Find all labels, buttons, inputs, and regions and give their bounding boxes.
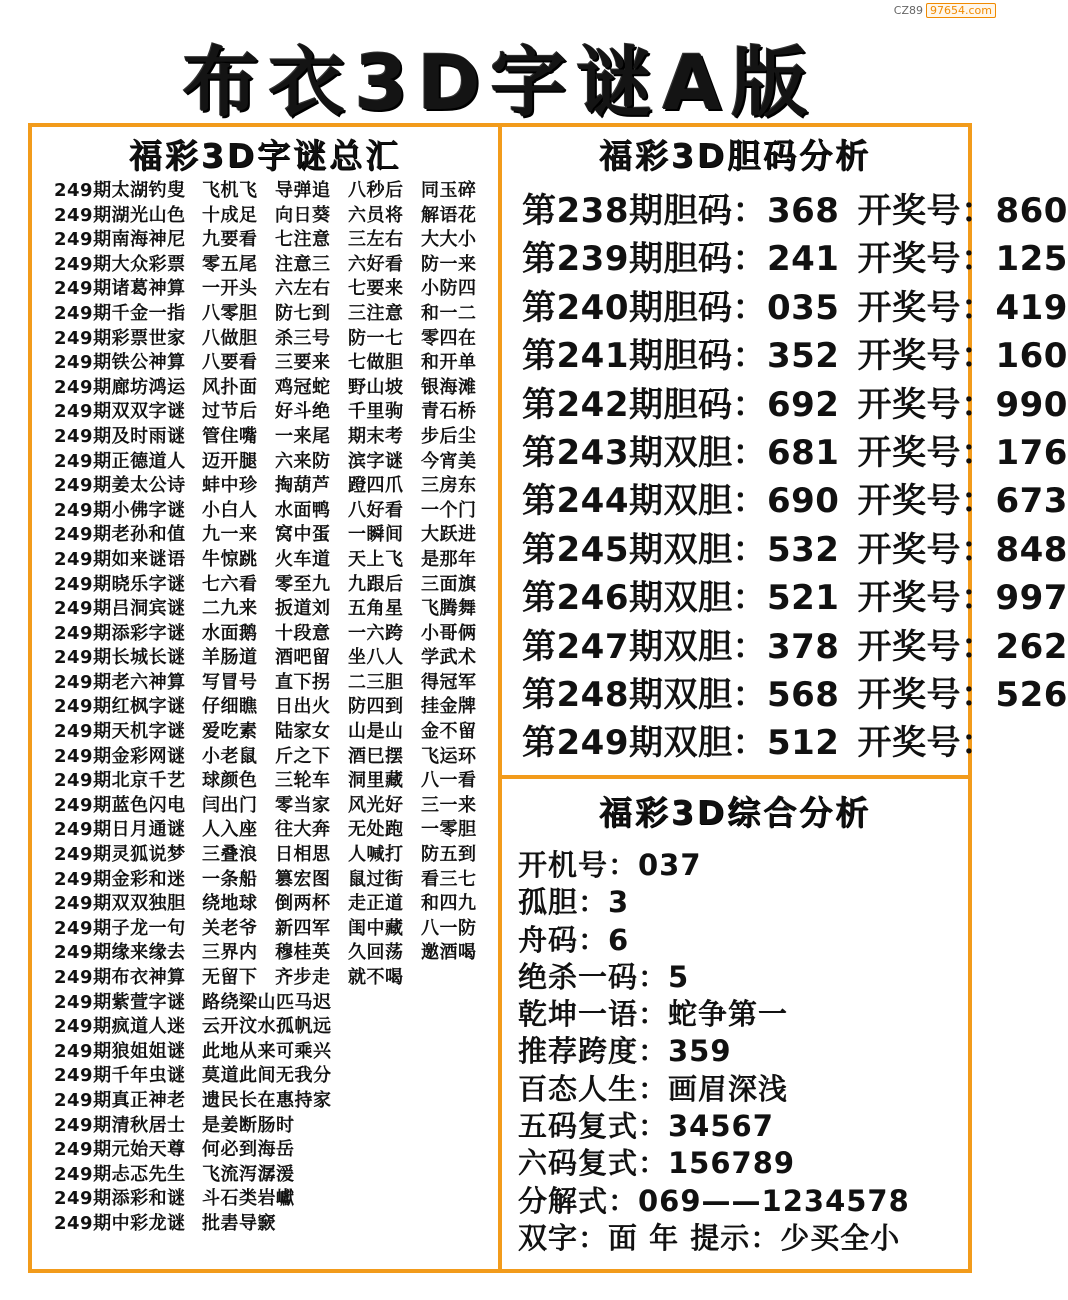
riddle-source: 249期元始天尊 [54,1139,186,1161]
riddle-clue: 六员将 [348,204,404,226]
riddle-clue: 球颜色 [202,770,258,792]
riddle-clue: 八秒后 [348,180,404,201]
dan-code-draw: 开奖号：526 [857,674,1068,715]
riddle-clue: 零至九 [275,573,331,595]
riddle-clue: 穆桂英 [275,942,331,964]
riddle-source: 249期如来谜语 [54,548,186,570]
riddle-clue: 和一二 [421,302,477,324]
dan-code-issue: 第241期胆码：352 [522,336,840,377]
riddle-row [54,204,494,229]
riddle-clue: 三要来 [275,352,331,374]
riddle-clue: 三注意 [348,302,404,324]
riddle-row [54,1089,494,1114]
analysis-row: 百态人生：画眉深浅 [518,1071,789,1106]
riddle-clue: 导弹追 [275,180,331,201]
dan-code-issue: 第242期胆码：692 [522,384,840,425]
riddle-clue: 零五尾 [202,253,258,275]
riddle-row [54,671,494,696]
riddle-clue: 水面鹅 [202,622,258,644]
riddle-clue: 水面鸭 [275,499,331,521]
riddle-clue: 银海滩 [421,376,477,398]
analysis-list [518,847,910,1257]
riddle-source: 249期北京千艺 [54,770,186,792]
riddle-clue: 人入座 [202,819,258,841]
riddle-clue: 学武术 [421,647,477,669]
dan-code-row [522,429,1068,477]
riddle-row [54,474,494,499]
riddle-clue: 洞里藏 [348,770,404,792]
riddle-clue: 管住嘴 [202,425,258,447]
page-title: 布衣3D字谜A版 [182,38,818,127]
watermark-prefix: CZ89 [893,4,924,17]
riddle-clue: 青石桥 [421,401,477,423]
dan-code-draw: 开奖号：160 [857,336,1068,377]
dan-code-row [522,235,1068,283]
riddle-source: 249期日月通谜 [54,819,186,841]
riddle-clue: 窝中蛋 [275,524,331,546]
riddle-clue: 大大小 [421,229,477,251]
riddle-clue: 篡宏图 [275,868,331,890]
riddle-row [54,253,494,278]
riddle-clue: 写冒号 [202,671,258,693]
riddle-clue: 九一来 [202,524,258,546]
dan-code-draw: 开奖号：176 [857,432,1068,473]
riddle-source: 249期千年虫谜 [54,1065,186,1087]
riddle-clue: 零四在 [421,327,477,349]
watermark [894,3,996,18]
riddle-clue: 得冠军 [421,671,477,693]
riddle-row [54,376,494,401]
riddle-clue: 蹬四爪 [348,475,404,497]
riddle-row [54,277,494,302]
riddle-poem: 莫道此间无我分 [202,1065,332,1087]
riddle-clue: 鸡冠蛇 [275,376,331,398]
riddle-source: 249期清秋居士 [54,1114,186,1136]
riddle-clue: 野山坡 [348,376,404,398]
riddle-clue: 闫出门 [202,794,258,816]
dan-code-row [522,381,1068,429]
riddle-poem: 路绕梁山匹马迟 [202,991,332,1013]
riddle-clue: 三轮车 [275,770,331,792]
riddle-source: 249期大众彩票 [54,253,186,275]
riddle-row [54,597,494,622]
riddle-source: 249期金彩网谜 [54,745,186,767]
dan-code-issue: 第244期双胆：690 [522,481,840,522]
riddle-source: 249期吕洞宾谜 [54,598,186,620]
riddle-clue: 绕地球 [202,893,258,915]
riddle-clue: 扳道刘 [275,598,331,620]
riddle-row [54,941,494,966]
riddle-clue: 三面旗 [421,573,477,595]
dan-code-issue: 第248期双胆：568 [522,674,840,715]
watermark-site: 97654.com [926,3,996,18]
riddle-clue: 倒两杯 [275,893,331,915]
riddle-row [54,1138,494,1163]
dan-code-row [522,187,1068,235]
riddle-clue: 今宵美 [421,450,477,472]
riddle-row [54,991,494,1016]
riddle-source: 249期布衣神算 [54,967,186,988]
riddle-row [54,425,494,450]
riddle-poem: 飞流泻潺湲 [202,1163,295,1185]
dan-code-draw: 开奖号：990 [857,384,1068,425]
riddle-clue: 六好看 [348,253,404,275]
riddle-clue: 十成足 [202,204,258,226]
riddle-clue: 小防四 [421,278,477,300]
riddle-source: 249期添彩和谜 [54,1188,186,1210]
riddle-source: 249期灵狐说梦 [54,844,186,866]
riddle-clue: 坐八人 [348,647,404,669]
dan-code-issue: 第238期胆码：368 [522,191,840,231]
riddle-source: 249期子龙一句 [54,917,186,939]
riddle-source: 249期缘来缘去 [54,942,186,964]
riddle-source: 249期及时雨谜 [54,425,186,447]
riddle-clue: 一条船 [202,868,258,890]
riddle-row [54,1015,494,1040]
riddle-row [54,646,494,671]
riddle-source: 249期长城长谜 [54,647,186,669]
dan-code-row [522,574,1068,622]
riddle-clue: 八一防 [421,917,477,939]
riddle-clue: 七做胆 [348,352,404,374]
riddle-clue: 小白人 [202,499,258,521]
riddle-summary-panel [28,123,502,1273]
riddle-row [54,400,494,425]
riddle-row [54,818,494,843]
riddle-clue: 向日葵 [275,204,331,226]
riddle-row [54,179,494,204]
riddle-source: 249期晓乐字谜 [54,573,186,595]
dan-code-row [522,719,1068,767]
riddle-source: 249期真正神老 [54,1089,186,1111]
riddle-clue: 一开头 [202,278,258,300]
riddle-source: 249期小佛字谜 [54,499,186,521]
dan-code-issue: 第245期双胆：532 [522,529,840,570]
analysis-row: 五码复式：34567 [518,1109,774,1144]
dan-code-row [522,332,1068,380]
riddle-clue: 斤之下 [275,745,331,767]
riddle-clue: 二九来 [202,598,258,620]
riddle-row [54,228,494,253]
riddle-row [54,1114,494,1139]
riddle-clue: 无留下 [202,967,258,988]
riddle-source: 249期千金一指 [54,302,186,324]
riddle-clue: 八零胆 [202,302,258,324]
riddle-clue: 蚌中珍 [202,475,258,497]
riddle-row [54,1163,494,1188]
dan-code-row [522,526,1068,574]
dan-code-row [522,623,1068,671]
riddle-poem: 云开汶水孤帆远 [202,1016,332,1038]
riddle-source: 249期老孙和值 [54,524,186,546]
riddle-clue: 滨字谜 [348,450,404,472]
riddle-clue: 飞运环 [421,745,477,767]
riddle-clue: 风扑面 [202,376,258,398]
riddle-row [54,695,494,720]
riddle-clue: 火车道 [275,548,331,570]
dan-code-issue: 第243期双胆：681 [522,432,840,473]
riddle-list [54,179,494,1237]
riddle-row [54,1064,494,1089]
riddle-clue: 陆家女 [275,721,331,743]
riddle-source: 249期湖光山色 [54,204,186,226]
dan-code-panel [498,123,1068,779]
riddle-clue: 三房东 [421,475,477,497]
riddle-clue: 防一七 [348,327,404,349]
riddle-clue: 看三七 [421,868,477,890]
dan-code-draw: 开奖号：125 [857,239,1068,280]
riddle-source: 249期红枫字谜 [54,696,186,718]
riddle-clue: 十段意 [275,622,331,644]
dan-code-draw: 开奖号： [857,723,996,764]
analysis-row: 推荐跨度：359 [518,1034,732,1069]
riddle-clue: 人喊打 [348,844,404,866]
riddle-clue: 好斗绝 [275,401,331,423]
riddle-clue: 解语花 [421,204,477,226]
riddle-clue: 二三胆 [348,671,404,693]
riddle-clue: 同玉碎 [421,180,477,201]
riddle-summary-title: 福彩3D字谜总汇 [128,136,402,175]
riddle-clue: 爱吃素 [202,721,258,743]
riddle-clue: 齐步走 [275,967,331,988]
riddle-clue: 羊肠道 [202,647,258,669]
riddle-row [54,622,494,647]
riddle-clue: 一瞬间 [348,524,404,546]
riddle-clue: 防五到 [421,844,477,866]
riddle-row [54,327,494,352]
analysis-row: 双字：面 年 提示：少买全小 [518,1220,901,1255]
riddle-clue: 和四九 [421,893,477,915]
riddle-source: 249期忐忑先生 [54,1163,186,1185]
riddle-source: 249期老六神算 [54,671,186,693]
riddle-row [54,499,494,524]
riddle-clue: 天上飞 [348,548,404,570]
riddle-clue: 无处跑 [348,819,404,841]
riddle-clue: 牛惊跳 [202,548,258,570]
dan-code-list [522,187,1068,768]
riddle-clue: 一个门 [421,499,477,521]
riddle-clue: 防七到 [275,302,331,324]
analysis-title: 福彩3D综合分析 [598,793,872,832]
riddle-clue: 三界内 [202,942,258,964]
riddle-clue: 飞机飞 [202,180,258,201]
riddle-row [54,769,494,794]
riddle-source: 249期正德道人 [54,450,186,472]
riddle-clue: 往大奔 [275,819,331,841]
riddle-clue: 日出火 [275,696,331,718]
dan-code-issue: 第240期胆码：035 [522,287,840,328]
riddle-row [54,794,494,819]
riddle-clue: 九跟后 [348,573,404,595]
riddle-clue: 零当家 [275,794,331,816]
riddle-clue: 期末考 [348,425,404,447]
riddle-clue: 防四到 [348,696,404,718]
riddle-clue: 防一来 [421,253,477,275]
analysis-row: 乾坤一语：蛇争第一 [518,997,789,1032]
riddle-clue: 风光好 [348,794,404,816]
riddle-clue: 步后尘 [421,425,477,447]
riddle-clue: 六来防 [275,450,331,472]
dan-code-title: 福彩3D胆码分析 [598,136,872,175]
riddle-source: 249期紫萱字谜 [54,991,186,1013]
riddle-poem: 遗民长在惠持家 [202,1089,332,1111]
riddle-clue [421,966,494,991]
riddle-source: 249期彩票世家 [54,327,186,349]
riddle-source: 249期廊坊鸿运 [54,376,186,398]
dan-code-draw: 开奖号：262 [857,626,1068,667]
riddle-source: 249期疯道人迷 [54,1016,186,1038]
dan-code-draw: 开奖号：419 [857,287,1068,328]
riddle-clue: 三叠浪 [202,844,258,866]
dan-code-draw: 开奖号：673 [857,481,1068,522]
riddle-clue: 大跃进 [421,524,477,546]
riddle-poem: 何必到海岳 [202,1139,295,1161]
riddle-clue: 直下拐 [275,671,331,693]
riddle-poem: 此地从来可乘兴 [202,1040,332,1062]
riddle-row [54,1187,494,1212]
riddle-clue: 仔细瞧 [202,696,258,718]
riddle-clue: 鼠过街 [348,868,404,890]
riddle-clue: 千里驹 [348,401,404,423]
riddle-source: 249期中彩龙谜 [54,1212,186,1234]
riddle-row [54,302,494,327]
dan-code-draw: 开奖号：860 [857,191,1068,231]
analysis-row: 开机号：037 [518,848,702,882]
riddle-clue: 山是山 [348,721,404,743]
riddle-clue: 迈开腿 [202,450,258,472]
riddle-clue: 小哥俩 [421,622,477,644]
riddle-source: 249期南海神尼 [54,229,186,251]
analysis-panel [498,775,972,1273]
analysis-row: 舟码：6 [518,922,630,957]
riddle-row [54,450,494,475]
riddle-source: 249期姜太公诗 [54,475,186,497]
riddle-clue: 和开单 [421,352,477,374]
riddle-row [54,720,494,745]
riddle-row [54,1212,494,1237]
riddle-source: 249期天机字谜 [54,721,186,743]
riddle-row [54,868,494,893]
riddle-clue: 是那年 [421,548,477,570]
riddle-source: 249期双双字谜 [54,401,186,423]
riddle-clue: 三一来 [421,794,477,816]
riddle-source: 249期添彩字谜 [54,622,186,644]
riddle-row [54,966,494,991]
riddle-clue: 八好看 [348,499,404,521]
riddle-clue: 杀三号 [275,327,331,349]
riddle-poem: 是姜断肠时 [202,1114,295,1136]
riddle-clue: 七注意 [275,229,331,251]
dan-code-issue: 第247期双胆：378 [522,626,840,667]
riddle-clue: 邀酒喝 [421,942,477,964]
analysis-row: 分解式：069——1234578 [518,1183,910,1218]
riddle-row [54,843,494,868]
riddle-clue: 飞腾舞 [421,598,477,620]
riddle-row [54,351,494,376]
riddle-poem: 批砉导窾 [202,1212,276,1234]
riddle-clue: 走正道 [348,893,404,915]
riddle-row [54,573,494,598]
dan-code-issue: 第249期双胆：512 [522,723,840,764]
riddle-source: 249期铁公神算 [54,352,186,374]
riddle-clue: 新四军 [275,917,331,939]
riddle-clue: 五角星 [348,598,404,620]
riddle-clue: 一来尾 [275,425,331,447]
riddle-clue: 注意三 [275,253,331,275]
riddle-clue: 就不喝 [348,967,404,988]
riddle-row [54,745,494,770]
riddle-clue: 挂金牌 [421,696,477,718]
riddle-clue: 九要看 [202,229,258,251]
riddle-clue: 酒巳摆 [348,745,404,767]
riddle-clue: 六左右 [275,278,331,300]
riddle-clue: 三左右 [348,229,404,251]
riddle-clue: 八要看 [202,352,258,374]
riddle-row [54,523,494,548]
dan-code-row [522,477,1068,525]
riddle-clue: 七要来 [348,278,404,300]
riddle-source: 249期太湖钓叟 [54,180,186,201]
riddle-row [54,548,494,573]
riddle-clue: 关老爷 [202,917,258,939]
riddle-clue: 一六跨 [348,622,404,644]
analysis-row: 孤胆：3 [518,885,630,920]
riddle-clue: 酒吧留 [275,647,331,669]
riddle-row [54,892,494,917]
riddle-clue: 七六看 [202,573,258,595]
riddle-row [54,1040,494,1065]
riddle-clue: 一零胆 [421,819,477,841]
riddle-poem: 斗石类岩巘 [202,1188,295,1210]
riddle-clue: 掏葫芦 [275,475,331,497]
riddle-clue: 八一看 [421,770,477,792]
analysis-row: 六码复式：156789 [518,1146,796,1181]
riddle-source: 249期双双独胆 [54,893,186,915]
analysis-row: 绝杀一码：5 [518,959,690,994]
riddle-source: 249期蓝色闪电 [54,794,186,816]
riddle-clue: 久回荡 [348,942,404,964]
riddle-source: 249期诸葛神算 [54,278,186,300]
riddle-clue: 闺中藏 [348,917,404,939]
riddle-source: 249期金彩和迷 [54,868,186,890]
dan-code-row [522,671,1068,719]
riddle-clue: 金不留 [421,721,477,743]
riddle-source: 249期狼姐姐谜 [54,1040,186,1062]
riddle-clue: 小老鼠 [202,745,258,767]
riddle-clue: 八做胆 [202,327,258,349]
riddle-clue: 过节后 [202,401,258,423]
dan-code-row [522,284,1068,332]
dan-code-issue: 第239期胆码：241 [522,239,840,280]
riddle-row [54,917,494,942]
dan-code-draw: 开奖号：997 [857,578,1068,619]
dan-code-issue: 第246期双胆：521 [522,578,840,619]
riddle-clue: 日相思 [275,844,331,866]
dan-code-draw: 开奖号：848 [857,529,1068,570]
